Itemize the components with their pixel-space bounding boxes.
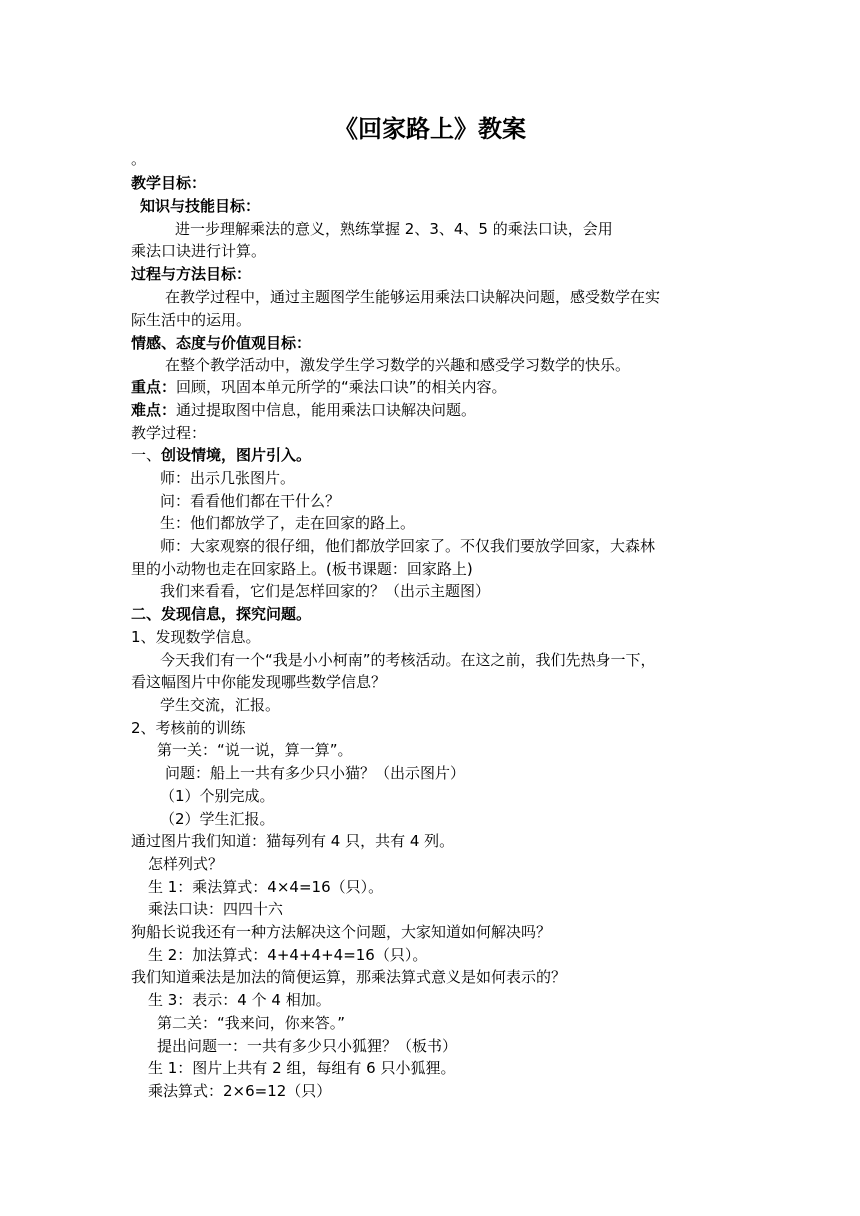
document-title: 《回家路上》教案 (334, 115, 526, 143)
paragraph-line: 在整个教学活动中，激发学生学习数学的兴趣和感受学习数学的快乐。 (165, 356, 631, 374)
difficulty-label: 难点： (131, 401, 177, 419)
paragraph-line: （2）学生汇报。 (160, 810, 275, 828)
heading-knowledge-goals: 知识与技能目标： (140, 197, 261, 215)
paragraph-line: 通过图片我们知道：猫每列有 4 只，共有 4 列。 (131, 832, 455, 850)
section-one-heading (131, 444, 311, 466)
difficulty-line (131, 399, 476, 421)
heading-process-goals: 过程与方法目标： (131, 265, 252, 283)
paragraph-line: 第一关：“说一说，算一算”。 (157, 741, 353, 759)
paragraph-line: 狗船长说我还有一种方法解决这个问题，大家知道如何解决吗？ (131, 923, 552, 941)
paragraph-line: 乘法口诀进行计算。 (131, 242, 267, 260)
paragraph-line: 怎样列式？ (148, 855, 224, 873)
paragraph-line: 我们来看看，它们是怎样回家的？（出示主题图） (160, 582, 491, 600)
subsection-heading: 1、发现数学信息。 (131, 628, 261, 646)
difficulty-text: 通过提取图中信息，能用乘法口诀解决问题。 (176, 401, 477, 419)
paragraph-line: 生：他们都放学了，走在回家的路上。 (160, 514, 416, 532)
paragraph-line: 学生交流，汇报。 (160, 696, 281, 714)
paragraph-line: 在教学过程中，通过主题图学生能够运用乘法口诀解决问题，感受数学在实 (165, 288, 661, 306)
heading-teaching-goals: 教学目标： (131, 174, 207, 192)
key-point-text: 回顾，巩固本单元所学的“乘法口诀”的相关内容。 (176, 378, 507, 396)
key-point-line (131, 376, 507, 398)
paragraph-line: 师：大家观察的很仔细，他们都放学回家了。不仅我们要放学回家，大森林 (160, 537, 656, 555)
paragraph-line: 际生活中的运用。 (131, 311, 252, 329)
paragraph-line: （1）个别完成。 (160, 787, 275, 805)
paragraph-line: 进一步理解乘法的意义，熟练掌握 2、3、4、5 的乘法口诀，会用 (175, 220, 613, 238)
paragraph-line: 里的小动物也走在回家路上。(板书课题：回家路上) (131, 560, 473, 578)
section-two-heading: 二、发现信息，探究问题。 (131, 605, 312, 623)
heading-emotion-goals: 情感、态度与价值观目标： (131, 334, 312, 352)
paragraph-line: 第二关：“我来问，你来答。” (157, 1014, 346, 1032)
paragraph-line: 生 1：乘法算式：4×4=16（只）。 (148, 878, 384, 896)
paragraph-line: 提出问题一：一共有多少只小狐狸？（板书） (157, 1037, 458, 1055)
stray-mark: 。 (131, 150, 147, 168)
paragraph-line: 问题：船上一共有多少只小猫？（出示图片） (165, 764, 466, 782)
paragraph-line: 生 2：加法算式：4+4+4+4=16（只）。 (148, 946, 428, 964)
subsection-heading: 2、考核前的训练 (131, 719, 246, 737)
heading-teaching-process: 教学过程： (131, 424, 207, 442)
paragraph-line: 我们知道乘法是加法的简便运算，那乘法算式意义是如何表示的？ (131, 968, 567, 986)
key-point-label: 重点： (131, 378, 177, 396)
paragraph-line: 今天我们有一个“我是小小柯南”的考核活动。在这之前，我们先热身一下， (160, 651, 656, 669)
paragraph-line: 乘法算式：2×6=12（只） (148, 1082, 332, 1100)
section-one-number: 一、 (131, 446, 162, 464)
paragraph-line: 看这幅图片中你能发现哪些数学信息？ (131, 673, 387, 691)
paragraph-line: 生 1：图片上共有 2 组，每组有 6 只小狐狸。 (148, 1059, 456, 1077)
section-one-title: 创设情境，图片引入。 (161, 446, 312, 464)
paragraph-line: 生 3：表示：4 个 4 相加。 (148, 991, 331, 1009)
paragraph-line: 问：看看他们都在干什么？ (160, 492, 341, 510)
paragraph-line: 师：出示几张图片。 (160, 469, 296, 487)
paragraph-line: 乘法口诀：四四十六 (148, 900, 284, 918)
